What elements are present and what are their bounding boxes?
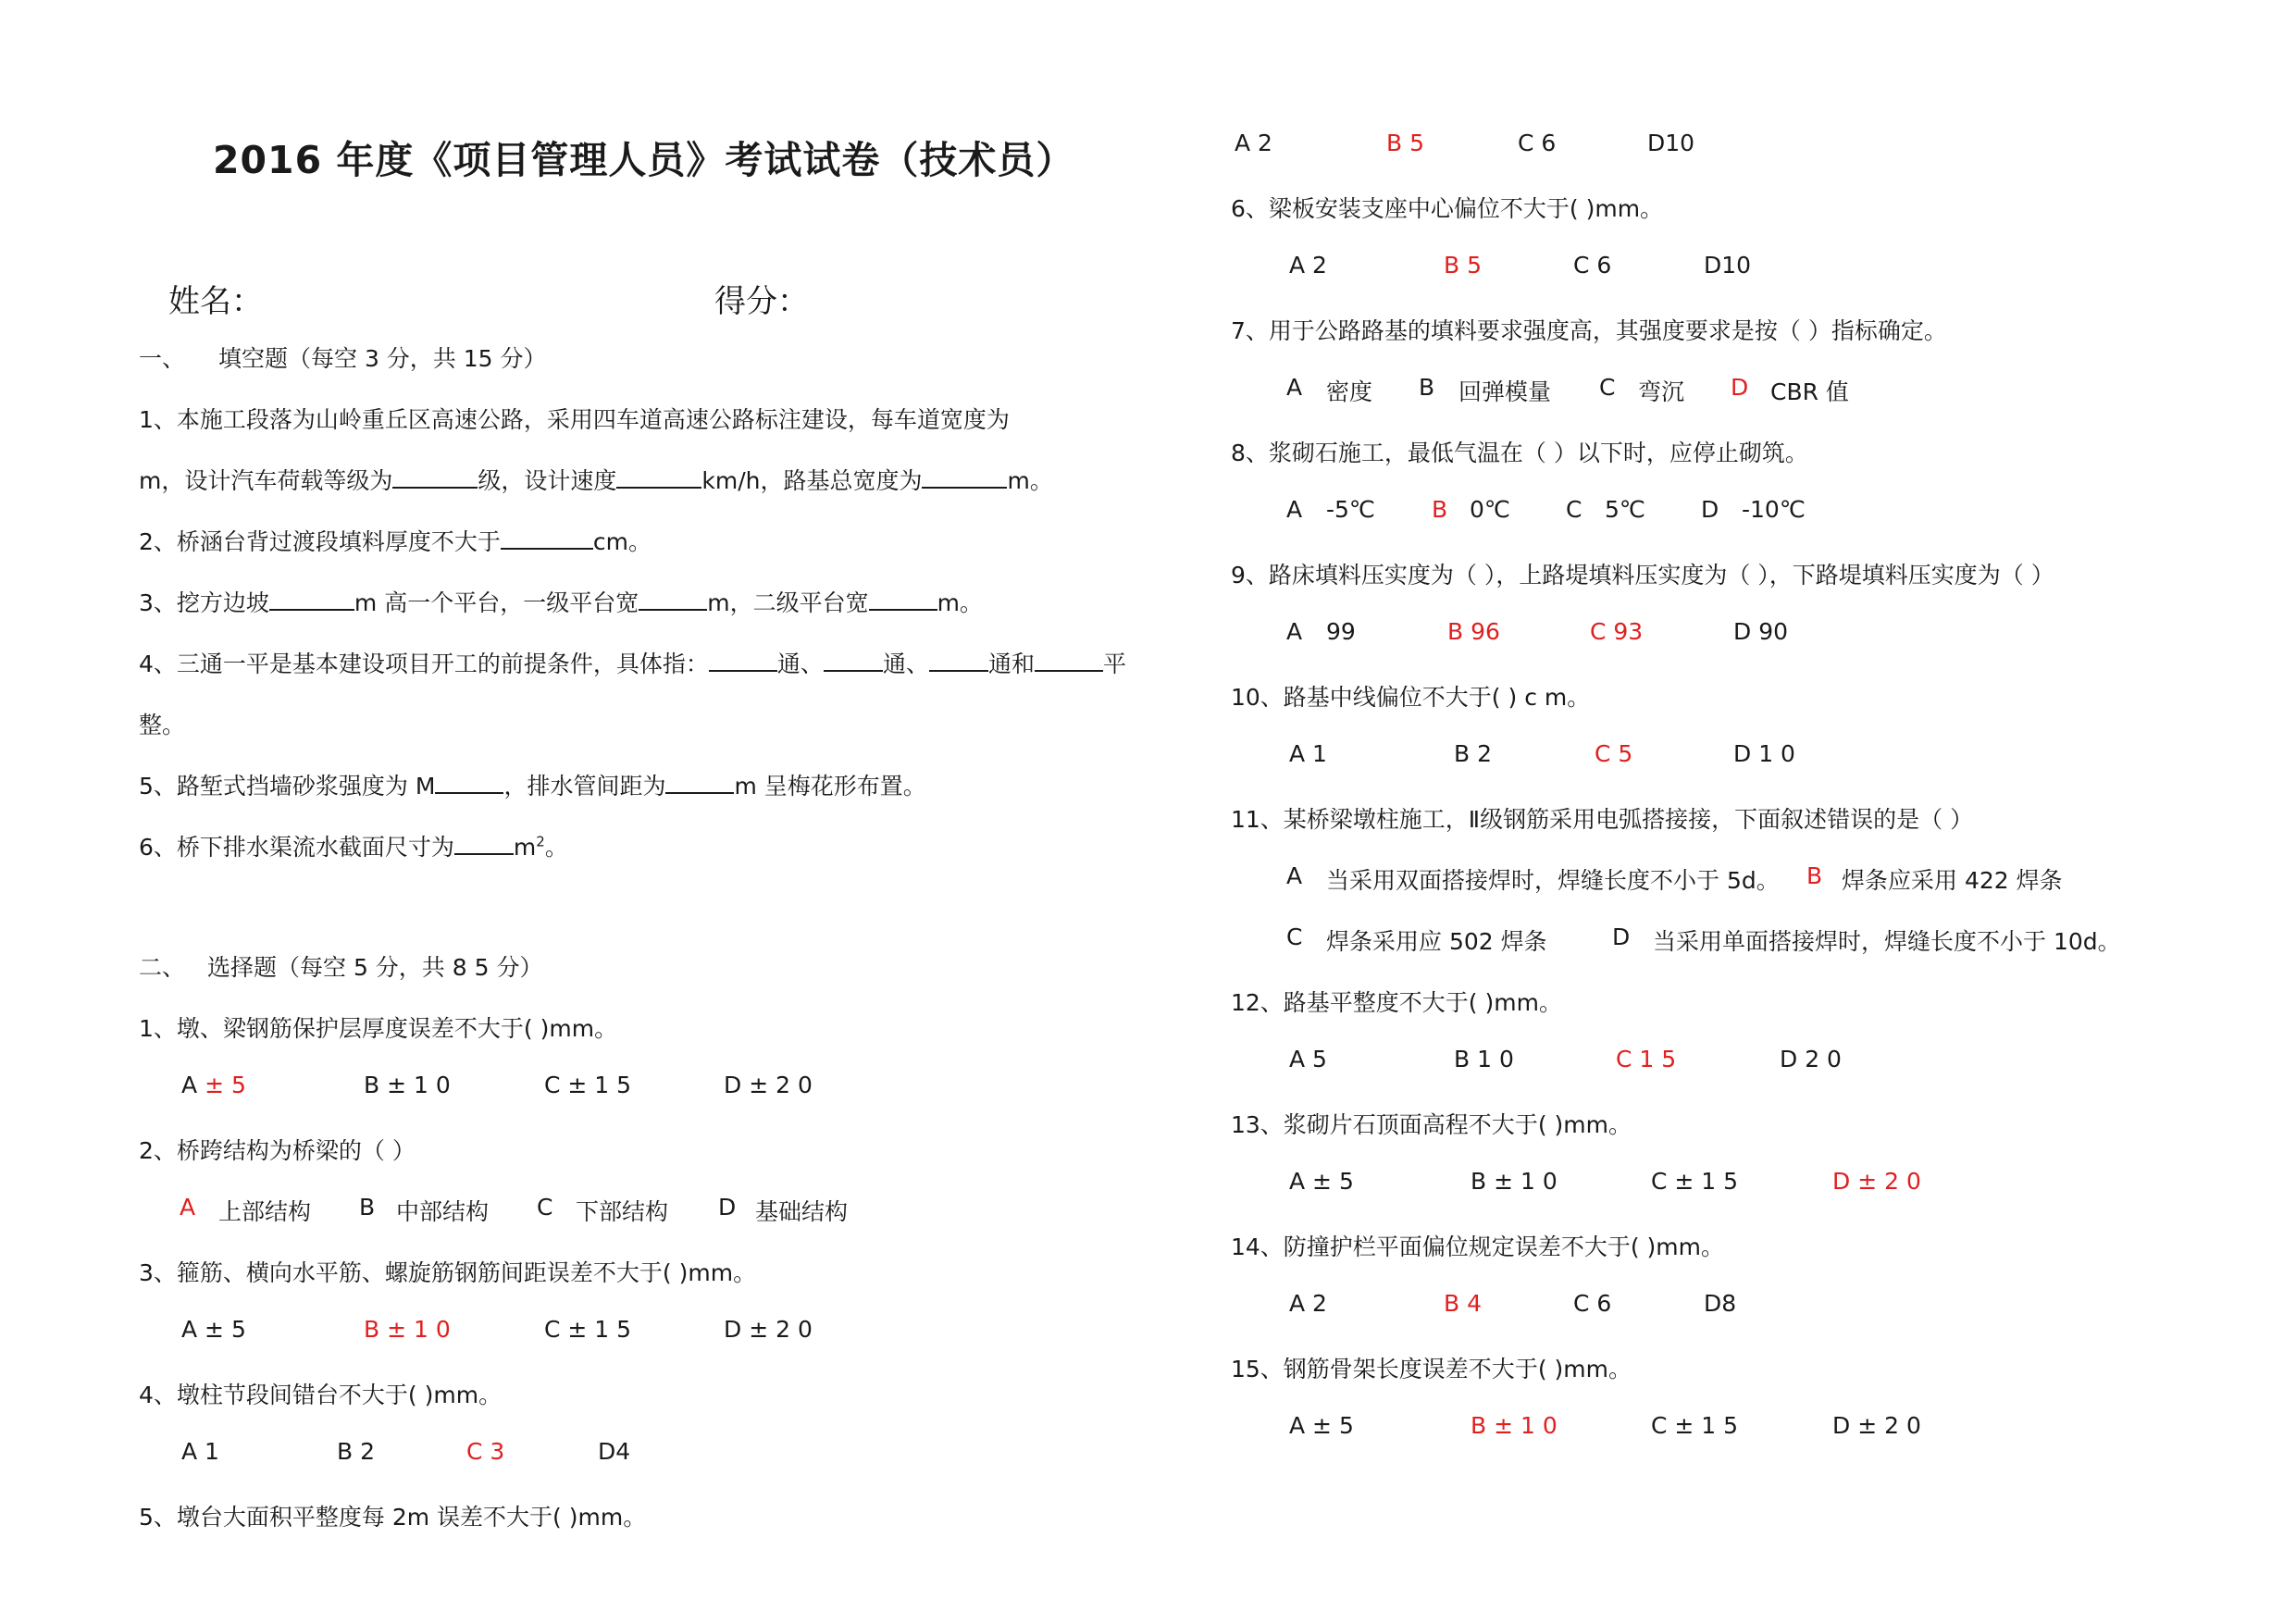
fill-blank[interactable] — [665, 772, 734, 794]
fill-blank[interactable] — [392, 466, 478, 489]
option-8b-text[interactable]: 0℃ — [1470, 496, 1510, 523]
name-label: 姓名： — [168, 283, 263, 320]
fill-blank[interactable] — [929, 650, 988, 672]
fill-q3-text: m。 — [937, 589, 983, 616]
option-11a-letter[interactable]: A — [1286, 862, 1303, 889]
fill-q1-text: 级，设计速度 — [478, 467, 617, 494]
option-3c[interactable]: C ± 1 5 — [544, 1316, 632, 1343]
section2-heading: 选择题（每空 5 分，共 8 5 分） — [207, 954, 543, 981]
option-11c-text[interactable]: 焊条采用应 502 焊条 — [1326, 928, 1547, 955]
question-1: 1、墩、梁钢筋保护层厚度误差不大于( )mm。 — [139, 1015, 618, 1042]
fill-q2-text: cm。 — [592, 528, 652, 555]
fill-blank[interactable] — [824, 650, 883, 672]
option-10d[interactable]: D 1 0 — [1733, 740, 1795, 767]
fill-q1-line1: 1、本施工段落为山岭重丘区高速公路，采用四车道高速公路标注建设，每车道宽度为 — [139, 406, 1010, 433]
option-3d[interactable]: D ± 2 0 — [724, 1316, 813, 1343]
question-14: 14、防撞护栏平面偏位规定误差不大于( )mm。 — [1231, 1233, 1724, 1260]
option-2b-letter[interactable]: B — [359, 1194, 376, 1221]
fill-q4-line1 — [139, 646, 1126, 679]
option-13a[interactable]: A ± 5 — [1289, 1168, 1354, 1195]
option-14b[interactable]: B 4 — [1444, 1290, 1483, 1317]
option-4c[interactable]: C 3 — [466, 1438, 505, 1465]
option-7b-letter[interactable]: B — [1419, 374, 1435, 401]
fill-blank[interactable] — [709, 650, 777, 672]
option-11b-text[interactable]: 焊条应采用 422 焊条 — [1842, 867, 2063, 894]
option-5b[interactable]: B 5 — [1386, 130, 1425, 156]
fill-q1-text: m。 — [1007, 467, 1053, 494]
fill-q4-text: 平 — [1102, 651, 1126, 677]
option-9a-letter[interactable]: A — [1286, 618, 1303, 645]
fill-q3 — [139, 585, 983, 618]
fill-q4-text: 通、 — [776, 651, 824, 677]
option-2a-letter[interactable]: A — [180, 1194, 196, 1221]
option-14d[interactable]: D8 — [1704, 1290, 1737, 1317]
question-12: 12、路基平整度不大于( )mm。 — [1231, 989, 1562, 1016]
option-10c[interactable]: C 5 — [1595, 740, 1633, 767]
option-6b[interactable]: B 5 — [1444, 252, 1483, 279]
option-7d-letter[interactable]: D — [1731, 374, 1749, 401]
fill-q4-text: 通和 — [987, 651, 1035, 677]
option-7a-text[interactable]: 密度 — [1326, 378, 1373, 405]
question-9: 9、路床填料压实度为（ ），上路堤填料压实度为（ ），下路堤填料压实度为（ ） — [1231, 562, 2054, 589]
option-8d-text[interactable]: -10℃ — [1742, 496, 1806, 523]
option-7c-letter[interactable]: C — [1599, 374, 1616, 401]
fill-q5-text: m 呈梅花形布置。 — [734, 773, 926, 800]
option-2c-text[interactable]: 下部结构 — [576, 1198, 669, 1225]
fill-q6-superscript: 2 — [536, 833, 545, 850]
fill-q6-unit: m — [513, 834, 537, 861]
option-12b[interactable]: B 1 0 — [1454, 1046, 1514, 1072]
option-9b[interactable]: B 96 — [1447, 618, 1500, 645]
option-12d[interactable]: D 2 0 — [1780, 1046, 1842, 1072]
option-9a-text[interactable]: 99 — [1326, 618, 1356, 645]
option-7a-letter[interactable]: A — [1286, 374, 1303, 401]
section1-number: 一、 — [139, 345, 186, 372]
option-7b-text[interactable]: 回弹模量 — [1458, 378, 1552, 405]
question-4: 4、墩柱节段间错台不大于( )mm。 — [139, 1382, 503, 1408]
option-4a[interactable]: A 1 — [181, 1438, 219, 1465]
question-7: 7、用于公路路基的填料要求强度高，其强度要求是按（ ）指标确定。 — [1231, 317, 1947, 344]
option-8c-letter[interactable]: C — [1566, 496, 1582, 523]
fill-q1-line2 — [139, 463, 1053, 496]
fill-blank[interactable] — [454, 833, 514, 855]
option-9c[interactable]: C 93 — [1590, 618, 1644, 645]
fill-blank[interactable] — [869, 589, 937, 611]
fill-q5-text: ，排水管间距为 — [503, 773, 666, 800]
question-11: 11、某桥梁墩柱施工，Ⅱ级钢筋采用电弧搭接接，下面叙述错误的是（ ） — [1231, 806, 1974, 833]
fill-blank[interactable] — [616, 466, 701, 489]
option-7c-text[interactable]: 弯沉 — [1638, 378, 1685, 405]
fill-q1-text: m，设计汽车荷载等级为 — [139, 467, 393, 494]
option-7d-text[interactable]: CBR 值 — [1770, 378, 1849, 405]
option-5d[interactable]: D10 — [1647, 130, 1695, 156]
question-5: 5、墩台大面积平整度每 2m 误差不大于( )mm。 — [139, 1504, 647, 1531]
question-3: 3、箍筋、横向水平筋、螺旋筋钢筋间距误差不大于( )mm。 — [139, 1259, 757, 1286]
question-2: 2、桥跨结构为桥梁的（ ） — [139, 1137, 416, 1164]
fill-q5-text: 5、路堑式挡墙砂浆强度为 M — [139, 773, 436, 800]
fill-q3-text: m，二级平台宽 — [707, 589, 869, 616]
option-14c[interactable]: C 6 — [1573, 1290, 1612, 1317]
option-5a[interactable]: A 2 — [1235, 130, 1272, 156]
option-1a[interactable]: A ± 5 — [181, 1072, 246, 1098]
section1-heading: 填空题（每空 3 分，共 15 分） — [218, 345, 547, 372]
question-13: 13、浆砌片石顶面高程不大于( )mm。 — [1231, 1111, 1632, 1138]
fill-blank[interactable] — [269, 589, 354, 611]
option-8c-text[interactable]: 5℃ — [1605, 496, 1645, 523]
fill-q6 — [139, 829, 568, 862]
fill-q1-text: km/h，路基总宽度为 — [701, 467, 923, 494]
option-13c[interactable]: C ± 1 5 — [1651, 1168, 1739, 1195]
option-1c[interactable]: C ± 1 5 — [544, 1072, 632, 1098]
fill-q3-text: m 高一个平台，一级平台宽 — [354, 589, 639, 616]
fill-blank[interactable] — [922, 466, 1007, 489]
page-title: 2016 年度《项目管理人员》考试试卷（技术员） — [213, 138, 1075, 182]
fill-q4-text: 通、 — [882, 651, 929, 677]
question-6: 6、梁板安装支座中心偏位不大于( )mm。 — [1231, 195, 1664, 222]
option-1d[interactable]: D ± 2 0 — [724, 1072, 813, 1098]
option-6c[interactable]: C 6 — [1573, 252, 1612, 279]
fill-q2 — [139, 524, 652, 557]
fill-q4-text: 4、三通一平是基本建设项目开工的前提条件，具体指： — [139, 651, 709, 677]
option-8a-letter[interactable]: A — [1286, 496, 1303, 523]
option-2c-letter[interactable]: C — [537, 1194, 553, 1221]
fill-blank[interactable] — [501, 527, 593, 550]
section2-number: 二、 — [139, 954, 186, 981]
score-label: 得分： — [714, 283, 809, 320]
option-8d-letter[interactable]: D — [1701, 496, 1719, 523]
option-8b-letter[interactable]: B — [1432, 496, 1448, 523]
option-4d[interactable]: D4 — [598, 1438, 631, 1465]
option-11d-text[interactable]: 当采用单面搭接焊时，焊缝长度不小于 10d。 — [1653, 928, 2121, 955]
option-3a[interactable]: A ± 5 — [181, 1316, 246, 1343]
option-5c[interactable]: C 6 — [1518, 130, 1557, 156]
option-3b[interactable]: B ± 1 0 — [364, 1316, 451, 1343]
option-2a-text[interactable]: 上部结构 — [218, 1198, 312, 1225]
fill-q5 — [139, 768, 926, 801]
option-6a[interactable]: A 2 — [1289, 252, 1327, 279]
option-14a[interactable]: A 2 — [1289, 1290, 1327, 1317]
option-10b[interactable]: B 2 — [1454, 740, 1493, 767]
fill-q6-text: 。 — [544, 834, 568, 861]
option-2b-text[interactable]: 中部结构 — [396, 1198, 490, 1225]
question-15: 15、钢筋骨架长度误差不大于( )mm。 — [1231, 1356, 1632, 1382]
option-13b[interactable]: B ± 1 0 — [1471, 1168, 1558, 1195]
option-10a[interactable]: A 1 — [1289, 740, 1327, 767]
fill-q4-line2: 整。 — [139, 712, 186, 738]
fill-blank[interactable] — [1035, 650, 1103, 672]
option-13d[interactable]: D ± 2 0 — [1832, 1168, 1921, 1195]
fill-q6-text: 6、桥下排水渠流水截面尺寸为 — [139, 834, 454, 861]
fill-blank[interactable] — [435, 772, 503, 794]
fill-q2-text: 2、桥涵台背过渡段填料厚度不大于 — [139, 528, 501, 555]
option-12a[interactable]: A 5 — [1289, 1046, 1327, 1072]
question-10: 10、路基中线偏位不大于( ) c m。 — [1231, 684, 1591, 711]
option-11a-text[interactable]: 当采用双面搭接焊时，焊缝长度不小于 5d。 — [1326, 867, 1780, 894]
fill-q3-text: 3、挖方边坡 — [139, 589, 269, 616]
fill-blank[interactable] — [639, 589, 707, 611]
option-11d-letter[interactable]: D — [1612, 924, 1631, 950]
option-6d[interactable]: D10 — [1704, 252, 1752, 279]
question-8: 8、浆砌石施工，最低气温在（ ）以下时，应停止砌筑。 — [1231, 440, 1808, 466]
option-12c[interactable]: C 1 5 — [1616, 1046, 1677, 1072]
option-8a-text[interactable]: -5℃ — [1326, 496, 1376, 523]
option-2d-text[interactable]: 基础结构 — [755, 1198, 849, 1225]
option-4b[interactable]: B 2 — [337, 1438, 376, 1465]
option-15c[interactable]: C ± 1 5 — [1651, 1412, 1739, 1439]
option-1b[interactable]: B ± 1 0 — [364, 1072, 451, 1098]
option-11c-letter[interactable]: C — [1286, 924, 1303, 950]
option-15b[interactable]: B ± 1 0 — [1471, 1412, 1558, 1439]
option-15a[interactable]: A ± 5 — [1289, 1412, 1354, 1439]
option-2d-letter[interactable]: D — [718, 1194, 737, 1221]
option-9d[interactable]: D 90 — [1733, 618, 1789, 645]
option-15d[interactable]: D ± 2 0 — [1832, 1412, 1921, 1439]
option-11b-letter[interactable]: B — [1806, 862, 1823, 889]
